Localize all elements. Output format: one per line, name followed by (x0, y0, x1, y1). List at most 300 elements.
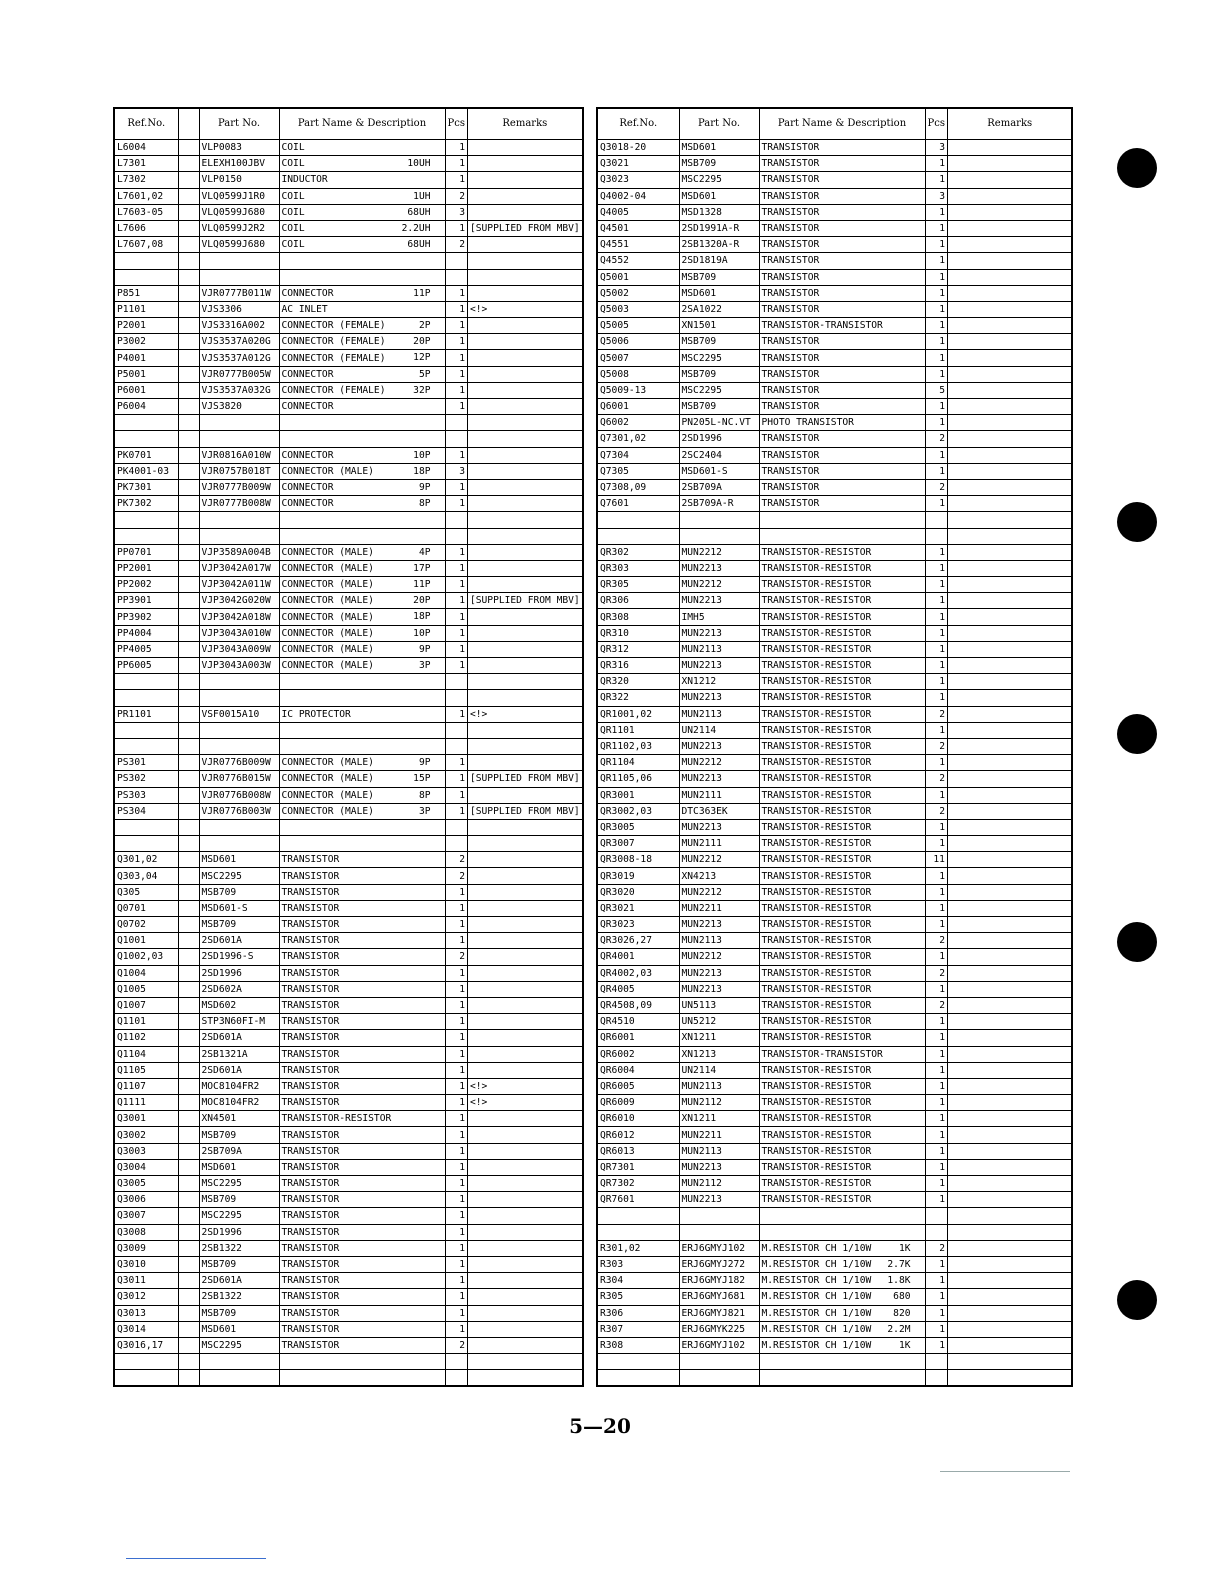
description-text: TRANSISTOR-RESISTOR (761, 886, 872, 898)
description-text: CONNECTOR (MALE) (281, 579, 374, 591)
description-cell (279, 1305, 445, 1321)
description-value: 8P (418, 498, 431, 510)
description-text: TRANSISTOR (281, 1275, 340, 1287)
description-cell (279, 1127, 445, 1143)
description-cell (279, 1354, 445, 1370)
remarks-cell (947, 350, 1072, 366)
part-cell: MSB709 (679, 366, 759, 382)
table-row (597, 415, 1072, 431)
part-cell (679, 528, 759, 544)
spacer-cell (178, 1143, 199, 1159)
remarks-cell (467, 399, 582, 415)
remarks-cell (467, 156, 582, 172)
description-cell (759, 1030, 925, 1046)
pcs-cell: 1 (925, 1321, 947, 1337)
ref-cell: P1101 (114, 301, 178, 317)
pcs-cell: 1 (925, 1143, 947, 1159)
description-cell (759, 949, 925, 965)
part-cell: 2SC2404 (679, 447, 759, 463)
part-cell: 2SB1321A (199, 1046, 279, 1062)
part-cell: MSC2295 (679, 382, 759, 398)
description-text: TRANSISTOR (761, 465, 820, 477)
spacer-cell (178, 884, 199, 900)
pcs-cell: 1 (445, 1014, 467, 1030)
table-row (114, 1321, 583, 1337)
remarks-cell (947, 803, 1072, 819)
ref-cell: Q5006 (597, 334, 679, 350)
remarks-cell (947, 884, 1072, 900)
description-cell (279, 738, 445, 754)
remarks-cell (947, 981, 1072, 997)
ref-cell: QR1102,03 (597, 738, 679, 754)
description-cell (759, 318, 925, 334)
description-cell (759, 140, 925, 156)
part-cell (199, 528, 279, 544)
ref-cell: R305 (597, 1289, 679, 1305)
part-cell: MUN2212 (679, 577, 759, 593)
spacer-cell (178, 334, 199, 350)
spacer-cell (178, 560, 199, 576)
table-row (114, 1337, 583, 1353)
pcs-cell: 1 (925, 674, 947, 690)
remarks-cell (947, 1111, 1072, 1127)
table-row (114, 1143, 583, 1159)
remarks-cell (947, 544, 1072, 560)
description-text: TRANSISTOR-RESISTOR (761, 562, 872, 574)
description-value: 1.8K (887, 1275, 911, 1287)
remarks-cell: <!> (467, 706, 582, 722)
description-value: 1K (898, 1339, 911, 1351)
description-text: TRANSISTOR-RESISTOR (761, 951, 872, 963)
remarks-cell (947, 738, 1072, 754)
table-row (597, 1370, 1072, 1387)
spacer-cell (178, 382, 199, 398)
ref-cell: QR316 (597, 658, 679, 674)
description-cell (279, 415, 445, 431)
description-cell (759, 285, 925, 301)
remarks-cell (947, 819, 1072, 835)
spacer-cell (178, 172, 199, 188)
table-row (597, 1289, 1072, 1305)
description-cell (759, 1273, 925, 1289)
part-cell: VJR0776B003W (199, 803, 279, 819)
pcs-cell: 1 (925, 156, 947, 172)
description-text: TRANSISTOR-RESISTOR (761, 1080, 872, 1092)
table-row (114, 738, 583, 754)
description-cell (759, 431, 925, 447)
table-row (114, 965, 583, 981)
description-cell (279, 949, 445, 965)
ref-cell: P6001 (114, 382, 178, 398)
description-text: CONNECTOR (281, 287, 334, 299)
pcs-cell: 1 (925, 836, 947, 852)
table-row (114, 140, 583, 156)
part-cell: MUN2213 (679, 1159, 759, 1175)
ref-cell: P4001 (114, 350, 178, 366)
pcs-cell: 3 (445, 463, 467, 479)
table-row (114, 884, 583, 900)
table-row (597, 204, 1072, 220)
description-cell (279, 722, 445, 738)
table-row (597, 803, 1072, 819)
description-cell (279, 981, 445, 997)
remarks-cell (467, 1046, 582, 1062)
remarks-cell (467, 1062, 582, 1078)
ref-cell: QR7601 (597, 1192, 679, 1208)
part-cell: VJR0777B009W (199, 479, 279, 495)
ref-cell: QR3008-18 (597, 852, 679, 868)
table-row (597, 1208, 1072, 1224)
page-number: 5—20 (569, 1414, 631, 1438)
pcs-cell: 1 (445, 1289, 467, 1305)
description-text: TRANSISTOR (761, 142, 820, 154)
part-cell: MSB709 (199, 917, 279, 933)
pcs-cell: 1 (925, 1111, 947, 1127)
part-cell (679, 1370, 759, 1387)
pcs-cell: 2 (925, 706, 947, 722)
remarks-cell (947, 463, 1072, 479)
part-cell (679, 512, 759, 528)
description-cell (759, 1208, 925, 1224)
description-cell (759, 625, 925, 641)
pcs-cell: 1 (445, 156, 467, 172)
description-text: TRANSISTOR-RESISTOR (761, 1064, 872, 1076)
remarks-cell: <!> (467, 1078, 582, 1094)
description-cell (279, 836, 445, 852)
description-cell (279, 560, 445, 576)
pcs-cell: 2 (925, 933, 947, 949)
description-cell (279, 318, 445, 334)
ref-cell (114, 819, 178, 835)
description-text: TRANSISTOR-RESISTOR (761, 643, 872, 655)
table-row (597, 463, 1072, 479)
spacer-cell (178, 803, 199, 819)
pcs-cell: 1 (445, 1127, 467, 1143)
spacer-cell (178, 1111, 199, 1127)
remarks-cell (947, 625, 1072, 641)
spacer-cell (178, 1176, 199, 1192)
ref-cell: Q3012 (114, 1289, 178, 1305)
description-value: 2P (418, 320, 431, 332)
description-cell (759, 868, 925, 884)
description-cell (759, 269, 925, 285)
pcs-cell: 2 (445, 868, 467, 884)
pcs-cell: 2 (445, 237, 467, 253)
pcs-cell: 2 (925, 803, 947, 819)
pcs-cell: 1 (925, 285, 947, 301)
ref-cell: P851 (114, 285, 178, 301)
pcs-cell: 1 (445, 755, 467, 771)
description-cell (279, 933, 445, 949)
table-row (597, 949, 1072, 965)
pcs-cell: 1 (925, 204, 947, 220)
ref-cell: QR320 (597, 674, 679, 690)
part-cell: MUN2213 (679, 738, 759, 754)
description-cell (279, 917, 445, 933)
remarks-cell (467, 1176, 582, 1192)
description-text: CONNECTOR (MALE) (281, 660, 374, 672)
description-cell (759, 803, 925, 819)
remarks-cell (467, 1305, 582, 1321)
table-row (597, 1224, 1072, 1240)
description-cell (279, 868, 445, 884)
table-row (114, 528, 583, 544)
description-cell (279, 1159, 445, 1175)
part-cell: 2SD1991A-R (679, 220, 759, 236)
pcs-cell: 1 (925, 658, 947, 674)
table-row (114, 609, 583, 625)
pcs-cell: 1 (445, 334, 467, 350)
description-cell (279, 819, 445, 835)
pcs-cell: 1 (445, 301, 467, 317)
table-row (597, 350, 1072, 366)
remarks-cell (947, 674, 1072, 690)
part-cell (199, 512, 279, 528)
part-cell: MUN2213 (679, 1192, 759, 1208)
table-row (114, 1256, 583, 1272)
part-cell (199, 269, 279, 285)
ref-cell: R306 (597, 1305, 679, 1321)
description-text: TRANSISTOR (281, 870, 340, 882)
table-row (597, 738, 1072, 754)
table-header-row (597, 108, 1072, 140)
pcs-cell (925, 1224, 947, 1240)
punch-hole-icon (1117, 502, 1157, 542)
pcs-cell: 2 (925, 997, 947, 1013)
spacer-cell (178, 1273, 199, 1289)
remarks-cell: <!> (467, 301, 582, 317)
description-text: CONNECTOR (281, 449, 334, 461)
table-row (597, 382, 1072, 398)
description-text: M.RESISTOR CH 1/10W (761, 1291, 872, 1303)
description-value: 8P (418, 789, 431, 801)
description-text: M.RESISTOR CH 1/10W (761, 1307, 872, 1319)
description-text: TRANSISTOR (281, 1161, 340, 1173)
spacer-cell (178, 1192, 199, 1208)
description-cell (759, 512, 925, 528)
ref-cell: QR1101 (597, 722, 679, 738)
ref-cell: QR1001,02 (597, 706, 679, 722)
part-cell: MOC8104FR2 (199, 1095, 279, 1111)
ref-cell: Q1005 (114, 981, 178, 997)
description-text: TRANSISTOR (281, 1291, 340, 1303)
description-value: 820 (893, 1307, 911, 1319)
remarks-cell (467, 496, 582, 512)
description-cell (759, 1143, 925, 1159)
spacer-cell (178, 463, 199, 479)
pcs-cell: 1 (445, 771, 467, 787)
description-cell (279, 1224, 445, 1240)
description-text: M.RESISTOR CH 1/10W (761, 1275, 872, 1287)
description-cell (279, 253, 445, 269)
description-value: 20P (413, 336, 431, 348)
pcs-cell: 1 (445, 1159, 467, 1175)
remarks-cell: [SUPPLIED FROM MBV] (467, 803, 582, 819)
spacer-cell (178, 204, 199, 220)
table-row (114, 431, 583, 447)
description-text: CONNECTOR (FEMALE) (281, 336, 386, 348)
pcs-cell: 1 (925, 399, 947, 415)
ref-cell (114, 431, 178, 447)
pcs-cell: 1 (445, 1111, 467, 1127)
part-cell: MSB709 (679, 269, 759, 285)
ref-cell: QR3007 (597, 836, 679, 852)
description-cell (759, 738, 925, 754)
part-cell: MSC2295 (199, 868, 279, 884)
remarks-cell (467, 658, 582, 674)
pcs-cell (445, 253, 467, 269)
table-row (114, 172, 583, 188)
description-cell (279, 787, 445, 803)
remarks-cell (947, 140, 1072, 156)
ref-cell: QR306 (597, 593, 679, 609)
table-row (114, 544, 583, 560)
description-cell (759, 188, 925, 204)
description-text: TRANSISTOR-RESISTOR (761, 1000, 872, 1012)
spacer-cell (178, 917, 199, 933)
description-cell (759, 997, 925, 1013)
pcs-cell: 1 (445, 366, 467, 382)
pcs-cell: 3 (445, 204, 467, 220)
pcs-cell: 1 (925, 1014, 947, 1030)
part-cell: VLQ0599J680 (199, 204, 279, 220)
table-row (597, 528, 1072, 544)
spacer-cell (178, 220, 199, 236)
header-remarks: Remarks (947, 108, 1072, 140)
part-cell: VSF0015A10 (199, 706, 279, 722)
pcs-cell: 1 (925, 496, 947, 512)
ref-cell: PS303 (114, 787, 178, 803)
remarks-cell (467, 1337, 582, 1353)
part-cell: MUN2113 (679, 706, 759, 722)
description-cell (759, 577, 925, 593)
remarks-cell (467, 917, 582, 933)
description-cell (759, 900, 925, 916)
pcs-cell: 1 (445, 1224, 467, 1240)
remarks-cell: <!> (467, 1095, 582, 1111)
description-cell (759, 301, 925, 317)
ref-cell: Q3002 (114, 1127, 178, 1143)
description-text: TRANSISTOR-RESISTOR (761, 546, 872, 558)
description-text: TRANSISTOR (761, 303, 820, 315)
table-row (114, 269, 583, 285)
remarks-cell (467, 836, 582, 852)
part-cell: UN5212 (679, 1014, 759, 1030)
spacer-cell (178, 641, 199, 657)
description-text: TRANSISTOR (761, 174, 820, 186)
pcs-cell: 1 (445, 1095, 467, 1111)
table-row (114, 366, 583, 382)
pcs-cell: 1 (925, 1337, 947, 1353)
ref-cell: QR3023 (597, 917, 679, 933)
ref-cell: QR322 (597, 690, 679, 706)
ref-cell: R301,02 (597, 1240, 679, 1256)
pcs-cell: 2 (925, 738, 947, 754)
description-cell (279, 1062, 445, 1078)
description-text: TRANSISTOR-RESISTOR (761, 741, 872, 753)
spacer-cell (178, 1337, 199, 1353)
part-cell: MSD601 (679, 188, 759, 204)
description-text: TRANSISTOR-RESISTOR (761, 1194, 872, 1206)
ref-cell: QR7301 (597, 1159, 679, 1175)
part-cell: DTC363EK (679, 803, 759, 819)
part-cell: MSB709 (679, 156, 759, 172)
description-cell (759, 220, 925, 236)
table-row (597, 836, 1072, 852)
ref-cell: QR4005 (597, 981, 679, 997)
part-cell: VJP3042A017W (199, 560, 279, 576)
description-cell (759, 528, 925, 544)
description-cell (279, 706, 445, 722)
spacer-cell (178, 852, 199, 868)
part-cell: MUN2112 (679, 1176, 759, 1192)
description-text: TRANSISTOR (281, 1323, 340, 1335)
ref-cell: P6004 (114, 399, 178, 415)
table-body-left (114, 140, 583, 1387)
description-cell (759, 1289, 925, 1305)
ref-cell: PP4004 (114, 625, 178, 641)
part-cell: ERJ6GMYJ272 (679, 1256, 759, 1272)
table-row (114, 220, 583, 236)
ref-cell: Q3013 (114, 1305, 178, 1321)
header-name: Part Name & Description (279, 108, 445, 140)
part-cell: VLQ0599J2R2 (199, 220, 279, 236)
description-cell (759, 722, 925, 738)
part-cell: VJS3316A002 (199, 318, 279, 334)
table-row (114, 577, 583, 593)
table-row (597, 1046, 1072, 1062)
remarks-cell (947, 204, 1072, 220)
spacer-cell (178, 965, 199, 981)
ref-cell (114, 690, 178, 706)
spacer-cell (178, 301, 199, 317)
description-cell (759, 156, 925, 172)
remarks-cell (947, 1127, 1072, 1143)
punch-hole-icon (1117, 148, 1157, 188)
description-text: TRANSISTOR (761, 401, 820, 413)
ref-cell: P5001 (114, 366, 178, 382)
spacer-cell (178, 366, 199, 382)
description-cell (759, 479, 925, 495)
table-row (597, 172, 1072, 188)
remarks-cell (467, 1111, 582, 1127)
spacer-cell (178, 1354, 199, 1370)
ref-cell: PK0701 (114, 447, 178, 463)
description-cell (279, 140, 445, 156)
description-text: CONNECTOR (FEMALE) (281, 320, 386, 332)
ref-cell: PS304 (114, 803, 178, 819)
pcs-cell: 1 (925, 593, 947, 609)
part-cell: 2SD601A (199, 1062, 279, 1078)
ref-cell: QR6009 (597, 1095, 679, 1111)
part-cell: VLP0150 (199, 172, 279, 188)
description-cell (279, 625, 445, 641)
remarks-cell (947, 1208, 1072, 1224)
table-row (114, 512, 583, 528)
description-text: M.RESISTOR CH 1/10W (761, 1259, 872, 1271)
pcs-cell: 1 (445, 1273, 467, 1289)
description-text: TRANSISTOR (281, 1000, 340, 1012)
spacer-cell (178, 981, 199, 997)
description-cell (279, 1046, 445, 1062)
spacer-cell (178, 1208, 199, 1224)
pcs-cell: 1 (445, 285, 467, 301)
description-cell (759, 204, 925, 220)
description-cell (759, 836, 925, 852)
ref-cell: Q3003 (114, 1143, 178, 1159)
remarks-cell (467, 285, 582, 301)
description-text: TRANSISTOR (281, 1194, 340, 1206)
